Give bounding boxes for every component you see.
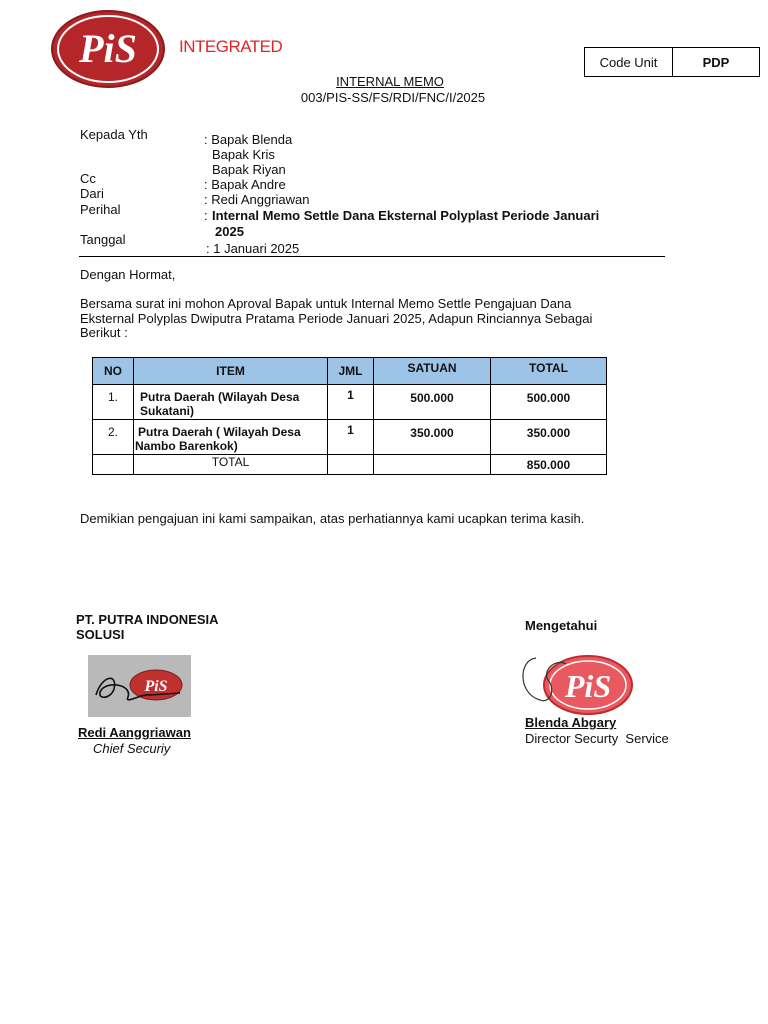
code-unit-label: Code Unit <box>585 48 673 76</box>
row-item-line-1: Putra Daerah (Wilayah Desa <box>140 390 300 404</box>
row-jml: 1 <box>328 385 374 420</box>
row-item <box>134 385 328 420</box>
company-stamp <box>516 650 638 720</box>
row-no: 1. <box>93 385 134 420</box>
row-item-line-2: Nambo Barenkok) <box>135 439 238 453</box>
header-no: NO <box>93 358 134 385</box>
memo-title: INTERNAL MEMO <box>336 74 444 89</box>
total-label: TOTAL <box>134 455 328 475</box>
row-satuan: 350.000 <box>374 420 491 455</box>
row-total: 500.000 <box>491 385 607 420</box>
divider <box>79 256 665 257</box>
signature-stamp-image <box>88 655 191 717</box>
header-total: TOTAL <box>491 358 607 385</box>
table-header-row <box>93 358 607 385</box>
svg-text:PiS: PiS <box>79 26 137 71</box>
header-jml: JML <box>328 358 374 385</box>
right-signer-title: Director Securty Service <box>525 731 669 746</box>
kepada-label: Kepada Yth <box>80 127 148 142</box>
row-no: 2. <box>93 420 134 455</box>
total-value: 850.000 <box>491 455 607 475</box>
code-unit-value: PDP <box>702 54 730 70</box>
row-item <box>134 420 328 455</box>
table-total-row <box>93 455 607 475</box>
dari-value: : Redi Anggriawan <box>204 192 310 207</box>
perihal-label: Perihal <box>80 202 121 217</box>
left-signer-title: Chief Securiy <box>93 741 171 756</box>
mengetahui-label: Mengetahui <box>525 618 598 633</box>
tanggal-label: Tanggal <box>80 232 126 247</box>
right-signer-name: Blenda Abgary <box>525 715 617 730</box>
row-satuan: 500.000 <box>374 385 491 420</box>
svg-text:PiS: PiS <box>564 668 612 704</box>
total-empty-jml <box>328 455 374 475</box>
header-item: ITEM <box>134 358 328 385</box>
brand-text: INTEGRATED <box>179 37 283 56</box>
table-row <box>93 385 607 420</box>
paragraph-line-3: Berikut : <box>80 325 128 340</box>
kepada-value-1: : Bapak Blenda <box>204 132 293 147</box>
perihal-line-1: Internal Memo Settle Dana Eksternal Polyplast Periode Januari <box>212 208 600 223</box>
row-jml: 1 <box>328 420 374 455</box>
total-empty-no <box>93 455 134 475</box>
kepada-value-2: Bapak Kris <box>212 147 275 162</box>
items-table <box>92 357 607 475</box>
closing-text: Demikian pengajuan ini kami sampaikan, atas perhatiannya kami ucapkan terima kasih. <box>80 511 585 526</box>
cc-label: Cc <box>80 171 96 186</box>
kepada-value-3: Bapak Riyan <box>212 162 286 177</box>
total-empty-satuan <box>374 455 491 475</box>
code-unit-box <box>584 47 760 77</box>
header-satuan: SATUAN <box>374 358 491 385</box>
cc-value: : Bapak Andre <box>204 177 286 192</box>
paragraph-line-1: Bersama surat ini mohon Aproval Bapak untuk Internal Memo Settle Pengajuan Dana <box>80 296 572 311</box>
tanggal-value: : 1 Januari 2025 <box>206 241 300 256</box>
row-item-line-1: Putra Daerah ( Wilayah Desa <box>138 425 301 439</box>
perihal-colon: : <box>204 208 208 223</box>
memo-number: 003/PIS-SS/FS/RDI/FNC/I/2025 <box>300 90 486 105</box>
greeting: Dengan Hormat, <box>80 267 176 282</box>
row-item-line-2: Sukatani) <box>140 404 195 418</box>
company-line-1: PT. PUTRA INDONESIA <box>76 612 219 627</box>
dari-label: Dari <box>80 186 104 201</box>
perihal-line-2: 2025 <box>215 224 244 239</box>
company-line-2: SOLUSI <box>76 627 125 642</box>
table-row <box>93 420 607 455</box>
left-signer-name: Redi Aanggriawan <box>78 725 191 740</box>
row-total: 350.000 <box>491 420 607 455</box>
svg-text:PiS: PiS <box>144 678 168 695</box>
paragraph-line-2: Eksternal Polyplas Dwiputra Pratama Periode Januari 2025, Adapun Rinciannya Sebagai <box>80 311 593 326</box>
